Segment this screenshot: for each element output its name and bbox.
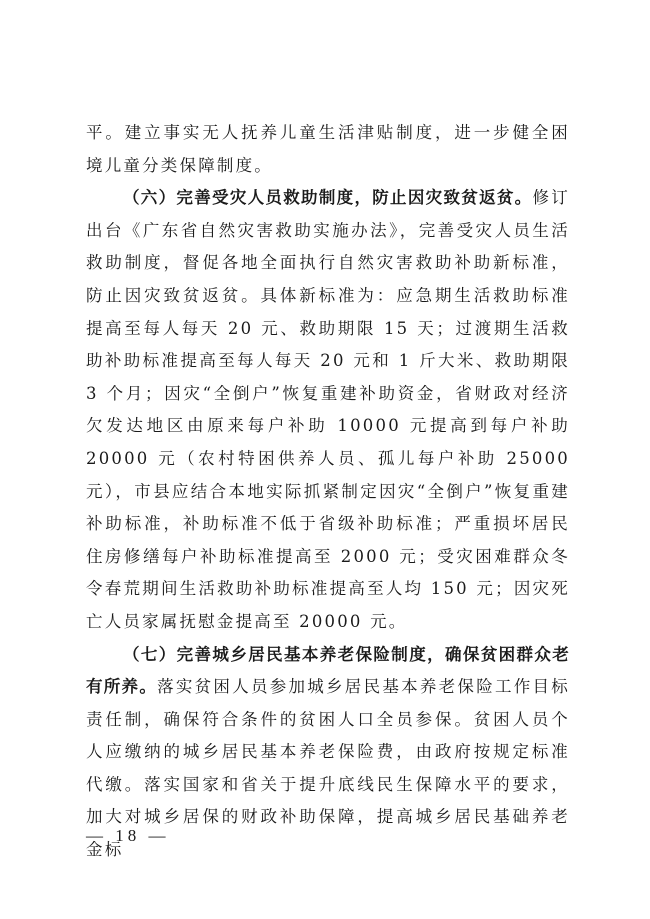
paragraph-section-6 bbox=[86, 182, 570, 638]
paragraph-continued bbox=[86, 117, 570, 182]
section-heading: （七）完善城乡居民基本养老保险制度，确保贫困群众老有所养。 bbox=[86, 644, 570, 697]
paragraph-text: 平。建立事实无人抚养儿童生活津贴制度，进一步健全困境儿童分类保障制度。 bbox=[86, 123, 570, 175]
paragraph-text: 落实贫困人员参加城乡居民基本养老保险工作目标责任制，确保符合条件的贫困人口全员参保。贫困人员个人应缴纳的城乡居民基本养老保险费，由政府按规定标准代缴。落实国家和省关于提升底线民生保障水平的要求，加大对城乡居保的财政补助保障，提高城乡居民基础养老金标 bbox=[86, 677, 570, 860]
body-text bbox=[86, 117, 570, 867]
page-number: — 18 — bbox=[86, 826, 170, 845]
paragraph-text: 修订出台《广东省自然灾害救助实施办法》，完善受灾人员生活救助制度，督促各地全面执行自然灾害救助补助新标准，防止因灾致贫返贫。具体新标准为：应急期生活救助标准提高至每人每天 20 元、救助期限 15 天；过渡期生活救助补助标准提高至每人每天 20 元和 1 斤大米、救助期限 3 个月；因灾“全倒户”恢复重建补助资金，省财政对经济欠发达地区由原来每户补助 10000 元提高到每户补助 20000 元（农村特困供养人员、孤儿每户补助 25000 元），市县应结合本地实际抓紧制定因灾“全倒户”恢复重建补助标准，补助标准不低于省级补助标准；严重损坏居民住房修缮每户补助标准提高至 2000 元；受灾困难群众冬令春荒期间生活救助补助标准提高至人均 150 元；因灾死亡人员家属抚慰金提高至 20000 元。 bbox=[86, 188, 570, 631]
section-heading: （六）完善受灾人员救助制度，防止因灾致贫返贫。 bbox=[123, 188, 533, 208]
